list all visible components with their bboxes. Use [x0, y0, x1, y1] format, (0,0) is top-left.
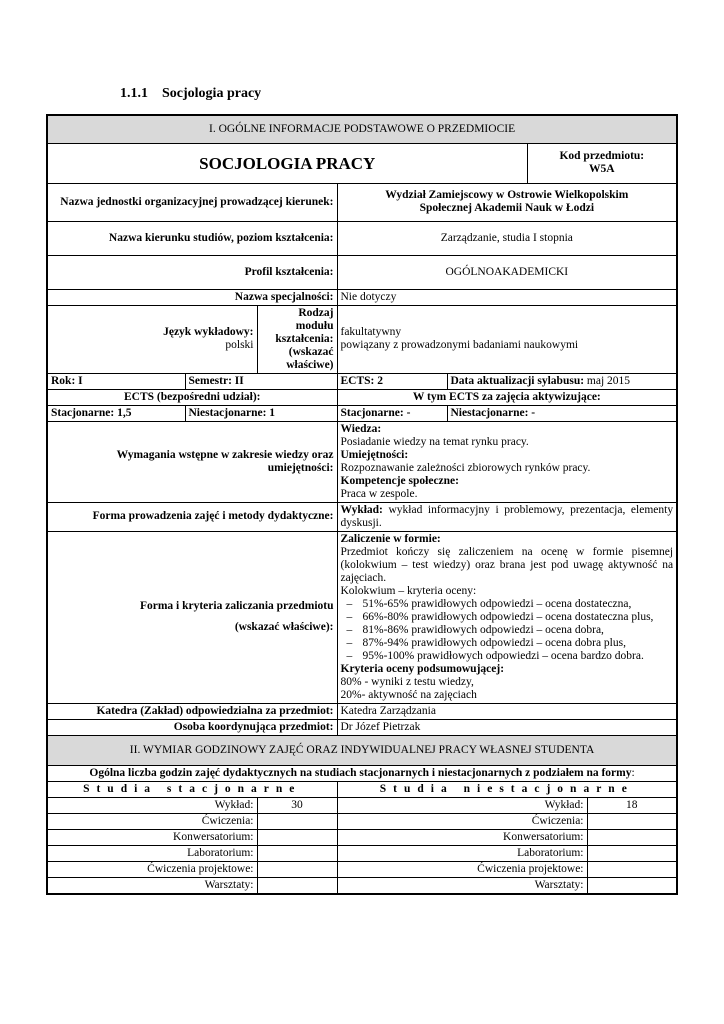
hours-label: Wykład:: [47, 797, 257, 813]
code-label: Kod przedmiotu:: [559, 150, 645, 162]
criteria-label: [47, 531, 337, 703]
niestac1: Niestacjonarne: 1: [185, 405, 337, 421]
hours-stac-value: [257, 829, 337, 845]
unit-line1: Wydział Zamiejscowy w Ostrowie Wielkopolskim: [385, 189, 629, 201]
stac2: Stacjonarne: -: [337, 405, 447, 421]
syllabus-table: [46, 114, 678, 895]
hours-stac-value: [257, 877, 337, 894]
criteria-item: – 95%-100% prawidłowych odpowiedzi – ocena bardzo dobra.: [341, 650, 674, 663]
update-label: Data aktualizacji sylabusu:: [450, 374, 585, 387]
module-type-value: [337, 305, 677, 373]
criteria-label-line2: (wskazać właściwe):: [234, 621, 334, 633]
unit-label: Nazwa jednostki organizacyjnej prowadzącej kierunek:: [47, 183, 337, 221]
hours-label: Laboratorium:: [337, 845, 587, 861]
hours-label: Ćwiczenia:: [47, 813, 257, 829]
hours-label: Ćwiczenia:: [337, 813, 587, 829]
niestac-header: Studia niestacjonarne: [337, 781, 677, 797]
hours-stac-value: [257, 813, 337, 829]
department-value: Katedra Zarządzania: [337, 703, 677, 719]
specialty-value: Nie dotyczy: [337, 289, 677, 305]
summary-heading: Kryteria oceny podsumowującej:: [340, 662, 505, 675]
year: Rok: I: [47, 373, 185, 389]
wiedza-text: Posiadanie wiedzy na temat rynku pracy.: [340, 435, 529, 448]
section-title: Socjologia pracy: [162, 86, 262, 101]
hours-label: Konwersatorium:: [337, 829, 587, 845]
criteria-value: [337, 531, 677, 703]
department-label: Katedra (Zakład) odpowiedzialna za przedmiot:: [47, 703, 337, 719]
summary-line2: 20%- aktywność na zajęciach: [340, 688, 477, 701]
criteria-item: – 66%-80% prawidłowych odpowiedzi – ocena dostateczna plus,: [341, 611, 674, 624]
hours-stac-value: [257, 861, 337, 877]
ects-active: W tym ECTS za zajęcia aktywizujące:: [337, 389, 677, 405]
forms-bold: Wykład:: [340, 503, 383, 516]
profile-value: OGÓLNOAKADEMICKI: [337, 255, 677, 289]
hours-label: Konwersatorium:: [47, 829, 257, 845]
hours-label: Laboratorium:: [47, 845, 257, 861]
subject-code-cell: [527, 143, 677, 183]
niestac2: Niestacjonarne: -: [447, 405, 677, 421]
forms-value: [337, 502, 677, 531]
module-type-line2: powiązany z prowadzonymi badaniami naukowymi: [340, 339, 579, 351]
profile-label: Profil kształcenia:: [47, 255, 337, 289]
criteria-label-line1: Forma i kryteria zaliczania przedmiotu: [139, 600, 334, 612]
module-type-label: Rodzaj modułu kształcenia: (wskazać właściwe): [257, 305, 337, 373]
language-cell: [47, 305, 257, 373]
umiejetnosci-text: Rozpoznawanie zależności zbiorowych rynków pracy.: [340, 461, 591, 474]
requirements-label: Wymagania wstępne w zakresie wiedzy oraz umiejętności:: [47, 421, 337, 502]
forms-label: Forma prowadzenia zajęć i metody dydaktyczne:: [47, 502, 337, 531]
hours-label: Ćwiczenia projektowe:: [337, 861, 587, 877]
subject-name: SOCJOLOGIA PRACY: [47, 143, 527, 183]
kolokwium-label: Kolokwium – kryteria oceny:: [340, 584, 477, 597]
update-cell: [447, 373, 677, 389]
hours-intro-colon: :: [631, 766, 635, 779]
specialty-label: Nazwa specjalności:: [47, 289, 337, 305]
requirements-value: [337, 421, 677, 502]
wiedza-heading: Wiedza:: [340, 422, 382, 435]
hours-label: Warsztaty:: [337, 877, 587, 894]
criteria-item: – 81%-86% prawidłowych odpowiedzi – ocena dobra,: [341, 624, 674, 637]
hours-niestac-value: [587, 877, 677, 894]
stac1: Stacjonarne: 1,5: [47, 405, 185, 421]
update-value: maj 2015: [586, 374, 631, 387]
hours-niestac-value: [587, 829, 677, 845]
field-label: Nazwa kierunku studiów, poziom kształcenia:: [47, 221, 337, 255]
hours-intro: [47, 765, 677, 781]
field-value: Zarządzanie, studia I stopnia: [337, 221, 677, 255]
language-value: polski: [225, 339, 254, 351]
hours-niestac-value: [587, 813, 677, 829]
unit-value: [337, 183, 677, 221]
coordinator-label: Osoba koordynująca przedmiot:: [47, 719, 337, 735]
umiejetnosci-heading: Umiejętności:: [340, 448, 409, 461]
criteria-item: – 87%-94% prawidłowych odpowiedzi – ocena dobra plus,: [341, 637, 674, 650]
hours-label: Wykład:: [337, 797, 587, 813]
unit-line2: Społecznej Akademii Nauk w Łodzi: [419, 202, 595, 214]
hours-label: Ćwiczenia projektowe:: [47, 861, 257, 877]
kompetencje-text: Praca w zespole.: [340, 487, 418, 500]
language-label: Język wykładowy:: [163, 326, 254, 338]
section-heading: [120, 86, 261, 102]
section-number: 1.1.1: [120, 86, 148, 101]
hours-stac-value: [257, 845, 337, 861]
criteria-item: – 51%-65% prawidłowych odpowiedzi – ocena dostateczna,: [341, 598, 674, 611]
summary-line1: 80% - wyniki z testu wiedzy,: [340, 675, 474, 688]
criteria-text: Przedmiot kończy się zaliczeniem na ocenę w formie pisemnej (kolokwium – test wiedzy) oraz brana jest pod uwagę aktywność na zajęciach.: [340, 545, 674, 584]
criteria-list: [341, 598, 674, 663]
coordinator-value: Dr Józef Pietrzak: [337, 719, 677, 735]
kompetencje-heading: Kompetencje społeczne:: [340, 474, 459, 487]
module-type-line1: fakultatywny: [340, 326, 402, 338]
hours-niestac-value: [587, 845, 677, 861]
code-value: W5A: [589, 163, 615, 175]
forms-text: wykład informacyjny i problemowy, prezentacja, elementy dyskusji.: [340, 503, 674, 529]
section1-title: I. OGÓLNE INFORMACJE PODSTAWOWE O PRZEDMIOCIE: [47, 115, 677, 143]
hours-stac-value: 30: [257, 797, 337, 813]
semester: Semestr: II: [185, 373, 337, 389]
stac-header: Studia stacjonarne: [47, 781, 337, 797]
section2-title: II. WYMIAR GODZINOWY ZAJĘĆ ORAZ INDYWIDUALNEJ PRACY WŁASNEJ STUDENTA: [47, 735, 677, 765]
hours-label: Warsztaty:: [47, 877, 257, 894]
criteria-head: Zaliczenie w formie:: [340, 532, 441, 545]
ects-direct: ECTS (bezpośredni udział):: [47, 389, 337, 405]
hours-niestac-value: [587, 861, 677, 877]
hours-intro-text: Ogólna liczba godzin zajęć dydaktycznych na studiach stacjonarnych i niestacjonarnych z podziałem na formy: [89, 766, 632, 779]
ects: ECTS: 2: [337, 373, 447, 389]
hours-niestac-value: 18: [587, 797, 677, 813]
